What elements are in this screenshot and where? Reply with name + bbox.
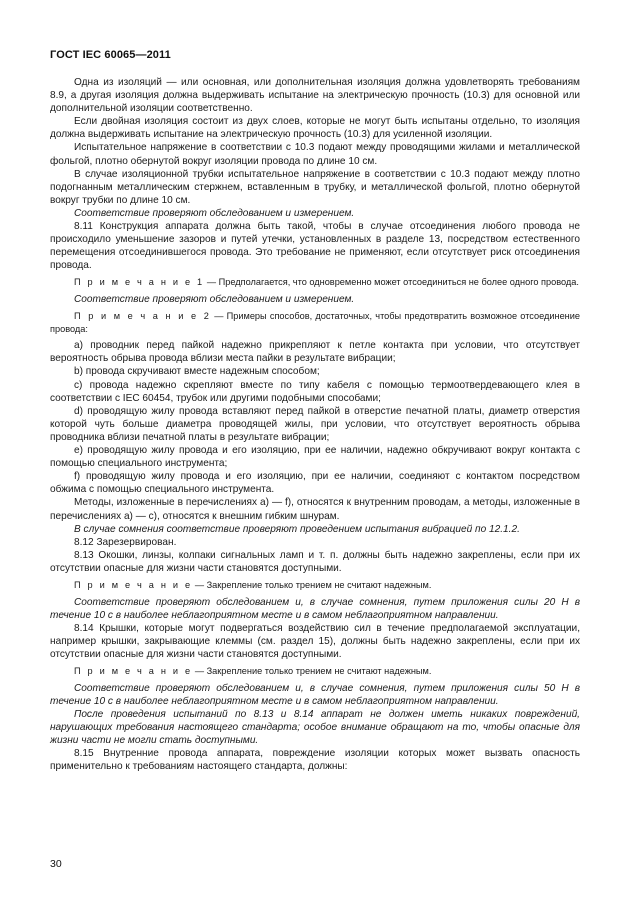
compliance-check: В случае сомнения соответствие проверяют проведением испытания вибрацией по 12.1.2. (74, 523, 520, 535)
note (50, 579, 580, 592)
list-item: c) провода надежно скрепляют вместе по типу кабеля с помощью термоотвердевающего клея в соответствии с IEC 60454, трубок или другими подобными способами; (50, 379, 580, 404)
note-text: — Предполагается, что одновременно может отсоединиться не более одного провода. (206, 277, 579, 288)
list-item: e) проводящую жилу провода и его изоляцию, при ее наличии, надежно обкручивают вокруг контакта с помощью специального инструмента; (50, 445, 580, 470)
clause-8-15: 8.15 Внутренние провода аппарата, повреждение изоляции которых может вызвать опасность применительно к требованиям настоящего стандарта, должны: (50, 748, 580, 773)
list-item: a) проводник перед пайкой надежно прикрепляют к петле контакта при условии, что отсутствует вероятность обрыва провода вблизи места пайки в результате вибрации; (50, 340, 580, 365)
document-body (50, 76, 580, 773)
compliance-check: После проведения испытаний по 8.13 и 8.14 аппарат не должен иметь никаких повреждений, нарушающих требования настоящего стандарта; особое внимание обращают на то, чтобы опасные для жизни части не могли стать доступными. (50, 708, 580, 746)
list-item: f) проводящую жилу провода и его изоляцию, при ее наличии, соединяют с контактом посредством обжима с помощью специального инструмента. (50, 471, 580, 496)
compliance-check: Соответствие проверяют обследованием и измерением. (74, 294, 355, 305)
compliance-check: Соответствие проверяют обследованием и измерением. (74, 207, 355, 219)
paragraph: Одна из изоляций — или основная, или дополнительная изоляция должна удовлетворять требованиям 8.9, а другая изоляция должна выдерживать испытание на электрическую прочность (10.3) для основной или дополнительной изоляции соответственно. (50, 77, 580, 115)
clause-8-11: 8.11 Конструкция аппарата должна быть такой, чтобы в случае отсоединения любого провода не происходило уменьшение зазоров и путей утечки, установленных в разделе 13, посредством естественного перемещения отсоединившегося провода. Это требование не применяют, если отсутствует риск отсоединения провода. (50, 221, 580, 272)
paragraph: Испытательное напряжение в соответствии с 10.3 подают между проводящими жилами и металлической фольгой, плотно обернутой вокруг изоляции провода по длине 10 см. (50, 142, 580, 167)
paragraph: Если двойная изоляция состоит из двух слоев, которые не могут быть испытаны отдельно, то изоляция должна выдерживать испытание на электрическую прочность (10.3) для усиленной изоляции. (50, 116, 580, 141)
note-1 (50, 276, 580, 289)
note-label: П р и м е ч а н и е 2 (74, 311, 212, 322)
note-text: — Закрепление только трением не считают надежным. (194, 666, 432, 677)
paragraph: Методы, изложенные в перечислениях a) — f), относятся к внутренним проводам, а методы, изложенные в перечислениях a) — c), относятся к внешним гибким шнурам. (50, 497, 580, 522)
page-number: 30 (50, 858, 62, 870)
note-label: П р и м е ч а н и е (74, 666, 193, 677)
compliance-check: Соответствие проверяют обследованием и, в случае сомнения, путем приложения силы 20 Н в течение 10 с в наиболее неблагоприятном месте и в самом неблагоприятном направлении. (50, 596, 580, 621)
note-label: П р и м е ч а н и е (74, 579, 193, 590)
clause-8-12: 8.12 Зарезервирован. (74, 536, 177, 548)
clause-8-14: 8.14 Крышки, которые могут подвергаться воздействию сил в течение предполагаемой эксплуатации, например крышки, закрывающие клеммы (см. раздел 15), должны быть надежно закреплены, если при их отсутствии опасные для жизни части становятся доступными. (50, 622, 580, 660)
document-header: ГОСТ IEC 60065—2011 (50, 49, 171, 61)
note-2 (50, 310, 580, 335)
list-item: d) проводящую жилу провода вставляют перед пайкой в отверстие печатной платы, диаметр отверстия которой чуть больше диаметра проводящей жилы, при условии, что отсутствует вероятность обрыва проводника вблизи печатной платы в результате вибрации; (50, 405, 580, 443)
paragraph: В случае изоляционной трубки испытательное напряжение в соответствии с 10.3 подают между плотно подогнанным металлическим стержнем, вставленным в трубку, и металлической фольгой, плотно обернутой вокруг трубки по длине 10 см. (50, 168, 580, 206)
note (50, 665, 580, 678)
note-text: — Примеры способов, достаточных, чтобы предотвратить возможное отсоединение провода: (50, 311, 581, 334)
compliance-check: Соответствие проверяют обследованием и, в случае сомнения, путем приложения силы 50 Н в течение 10 с в наиболее неблагоприятном месте и в самом неблагоприятном направлении. (50, 682, 580, 707)
note-text: — Закрепление только трением не считают надежным. (194, 579, 432, 590)
clause-8-13: 8.13 Окошки, линзы, колпаки сигнальных ламп и т. п. должны быть надежно закреплены, если при их отсутствии опасные для жизни части становятся доступными. (50, 549, 580, 574)
list-item: b) провода скручивают вместе надежным способом; (74, 366, 320, 378)
note-label: П р и м е ч а н и е 1 (74, 277, 205, 288)
